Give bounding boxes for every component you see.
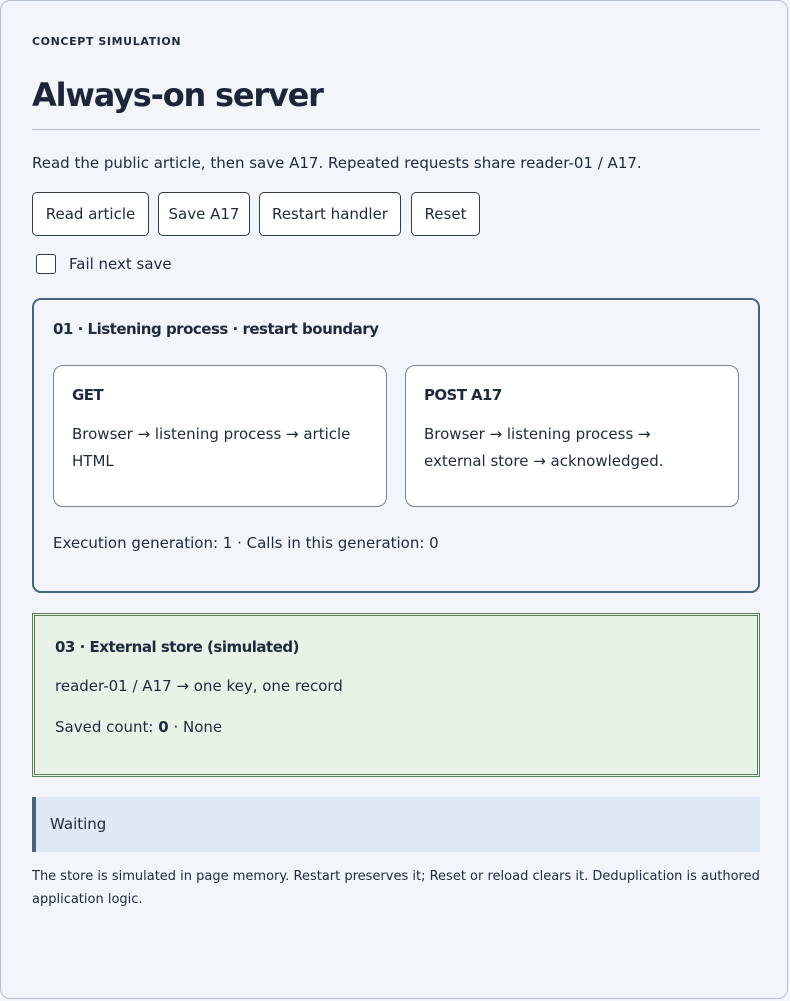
external-store-panel	[32, 613, 760, 777]
eyebrow-label: CONCEPT SIMULATION	[32, 35, 182, 48]
fail-next-save-label[interactable]: Fail next save	[69, 255, 172, 273]
restart-handler-button[interactable]: Restart handler	[259, 192, 401, 236]
saved-count-suffix: · None	[168, 718, 223, 736]
post-request-card	[405, 365, 739, 507]
execution-status: Execution generation: 1 · Calls in this generation: 0	[53, 534, 439, 552]
get-card-title: GET	[72, 386, 103, 404]
get-card-body: Browser → listening process → article HTML	[72, 425, 351, 470]
get-request-card	[53, 365, 387, 507]
status-bar	[32, 797, 760, 852]
saved-count-label: Saved count:	[55, 718, 159, 736]
store-panel-title: 03 · External store (simulated)	[55, 638, 299, 656]
saved-count-line	[55, 718, 222, 736]
read-article-button[interactable]: Read article	[32, 192, 149, 236]
post-card-title: POST A17	[424, 386, 502, 404]
process-panel-title: 01 · Listening process · restart boundary	[53, 320, 379, 338]
title-divider	[32, 129, 760, 130]
post-card-body: Browser → listening process → external store → acknowledged.	[424, 425, 664, 470]
fail-next-save-checkbox[interactable]	[36, 254, 56, 274]
saved-count-value: 0	[158, 718, 169, 736]
status-text: Waiting	[50, 815, 107, 833]
store-key-mapping: reader-01 / A17 → one key, one record	[55, 677, 343, 695]
reset-button[interactable]: Reset	[411, 192, 480, 236]
intro-text: Read the public article, then save A17. Repeated requests share reader-01 / A17.	[32, 154, 642, 172]
listening-process-panel	[32, 298, 760, 593]
footnote: The store is simulated in page memory. Restart preserves it; Reset or reload clears it. Deduplication is authored application logic.	[32, 869, 760, 907]
page-title: Always-on server	[32, 76, 323, 114]
save-a17-button[interactable]: Save A17	[158, 192, 250, 236]
